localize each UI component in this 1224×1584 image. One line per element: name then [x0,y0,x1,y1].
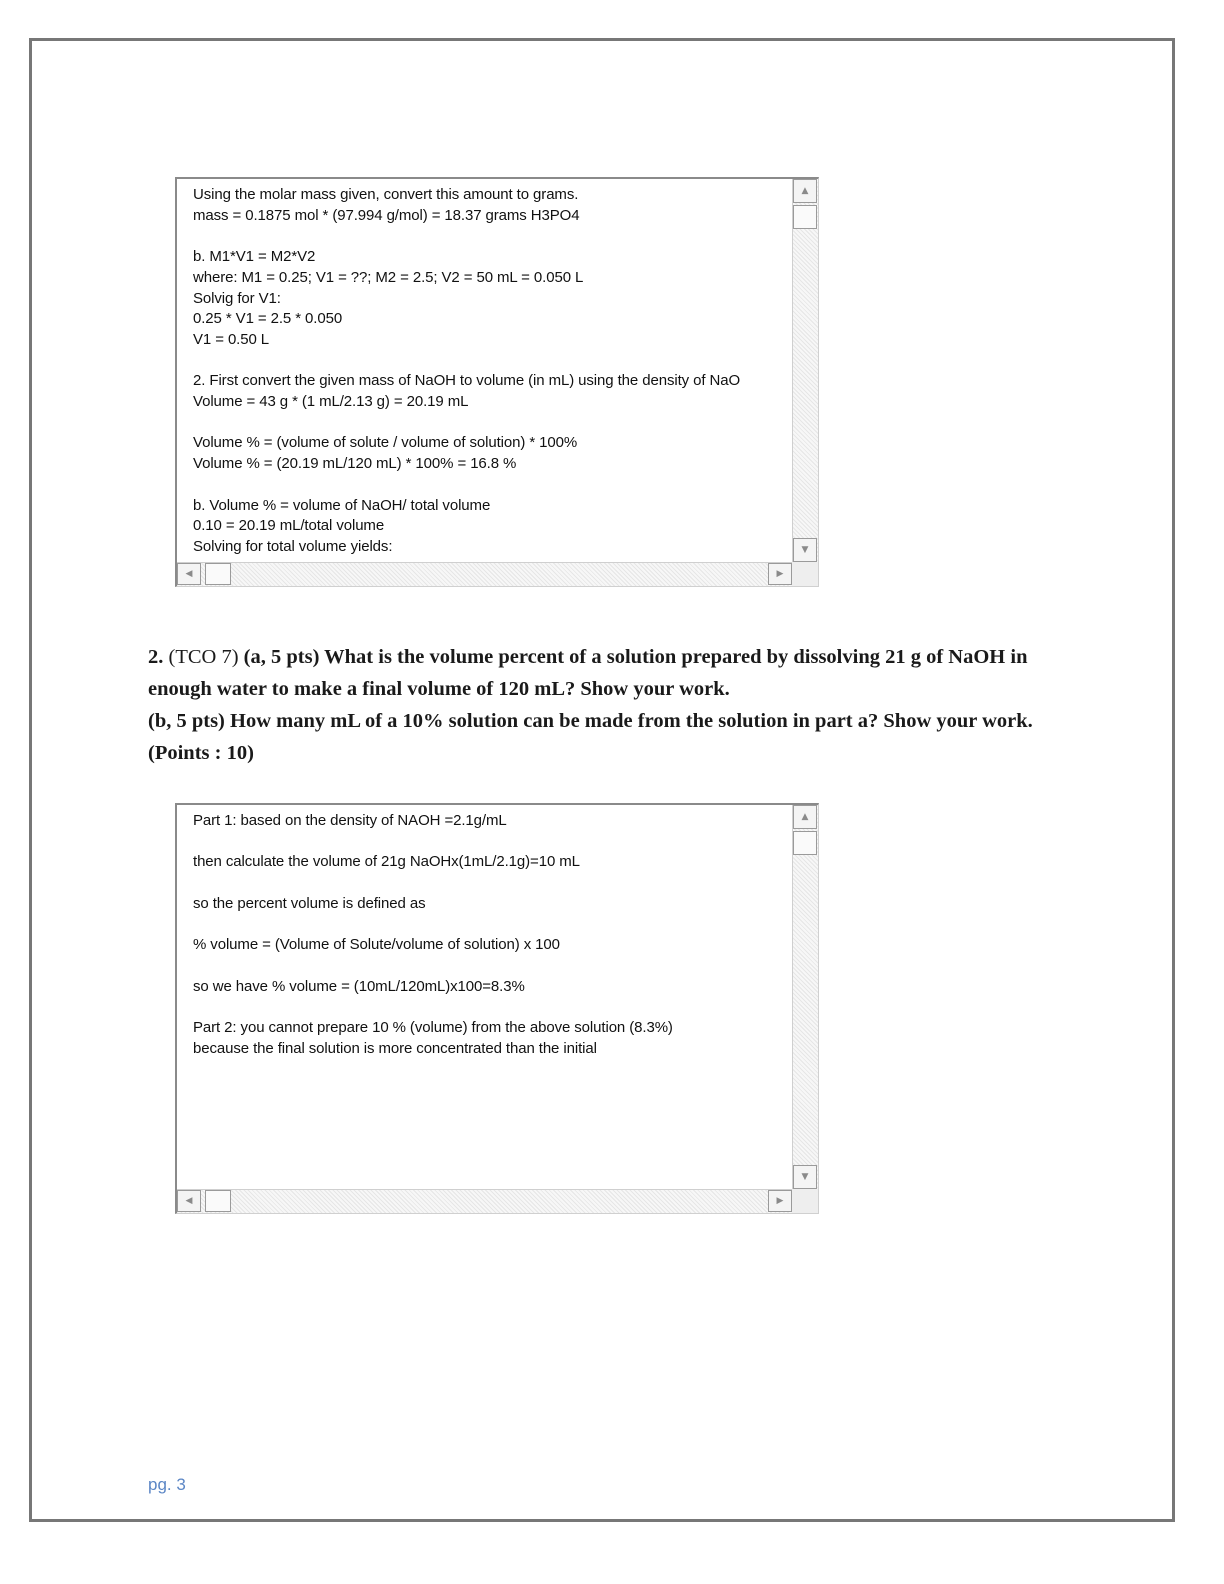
answer-textarea[interactable] [175,803,819,1214]
text-line: b. Volume % = volume of NaOH/ total volume [193,496,491,514]
text-line [193,832,790,853]
horizontal-scrollbar[interactable] [177,562,792,586]
text-line [193,956,790,977]
text-line: Volume = 43 g * (1 mL/2.13 g) = 20.19 mL [193,393,469,411]
vertical-scroll-thumb[interactable] [793,205,817,229]
text-line [193,351,790,372]
horizontal-scroll-thumb[interactable] [205,1190,231,1212]
page-number: pg. 3 [148,1475,186,1494]
text-line: Using the molar mass given, convert this amount to grams. [193,186,579,203]
text-line: mass = 0.1875 mol * (97.994 g/mol) = 18.37 grams H3PO4 [193,206,580,224]
text-line: Solving for total volume yields: [193,537,393,555]
scrollbar-corner [792,562,818,586]
text-line: 0.10 = 20.19 mL/total volume [193,517,385,535]
question-line-1 [148,641,1068,673]
question-part-b: (b, 5 pts) How many mL of a 10% solution can be made from the solution in part a? Show your work. [148,710,1033,732]
scroll-up-arrow-icon[interactable]: ▲ [793,179,817,203]
scroll-right-arrow-icon[interactable]: ▶ [768,563,792,585]
text-line: then calculate the volume of 21g NaOHx(1mL/2.1g)=10 mL [193,853,580,871]
text-line: b. M1*V1 = M2*V2 [193,248,316,266]
scroll-left-arrow-icon[interactable]: ◀ [177,1190,201,1212]
text-line [193,226,790,247]
text-line [193,915,790,936]
horizontal-scroll-thumb[interactable] [205,563,231,585]
horizontal-scrollbar[interactable] [177,1189,792,1213]
text-line: so we have % volume = (10mL/120mL)x100=8.3% [193,977,525,995]
text-line: V1 = 0.50 L [193,330,270,348]
scroll-up-arrow-icon[interactable]: ▲ [793,805,817,829]
previous-answer-text [193,185,790,560]
text-line: Volume % = (20.19 mL/120 mL) * 100% = 16.8 % [193,455,517,473]
text-line: Solvig for V1: [193,289,281,307]
text-line: 0.25 * V1 = 2.5 * 0.050 [193,310,343,328]
text-line: Part 2: you cannot prepare 10 % (volume) from the above solution (8.3%) [193,1019,673,1037]
text-line: % volume = (Volume of Solute/volume of solution) x 100 [193,936,560,954]
scroll-down-arrow-icon[interactable]: ▼ [793,538,817,562]
text-line: Part 1: based on the density of NAOH =2.1g/mL [193,812,507,829]
text-line: so the percent volume is defined as [193,894,426,912]
text-line: because the final solution is more concentrated than the initial [193,1039,597,1057]
scroll-down-arrow-icon[interactable]: ▼ [793,1165,817,1189]
text-line: 2. First convert the given mass of NaOH to volume (in mL) using the density of NaO [193,372,741,390]
scroll-right-arrow-icon[interactable]: ▶ [768,1190,792,1212]
text-line: Volume % = (volume of solute / volume of solution) * 100% [193,434,578,452]
scroll-left-arrow-icon[interactable]: ◀ [177,563,201,585]
previous-answer-textarea[interactable] [175,177,819,587]
question-2 [148,641,1068,769]
text-line [193,873,790,894]
question-points: (Points : 10) [148,742,254,764]
text-line [193,997,790,1018]
vertical-scroll-thumb[interactable] [793,831,817,855]
question-line-2: enough water to make a final volume of 120 mL? Show your work. [148,678,730,700]
vertical-scrollbar[interactable] [792,805,818,1189]
text-line: where: M1 = 0.25; V1 = ??; M2 = 2.5; V2 = 50 mL = 0.050 L [193,268,584,286]
text-line [193,475,790,496]
vertical-scrollbar[interactable] [792,179,818,562]
text-line [193,413,790,434]
scrollbar-corner [792,1189,818,1213]
answer-text [193,811,790,1187]
question-tco: (TCO 7) [168,646,239,668]
question-number: 2. [148,646,164,668]
question-part-a: (a, 5 pts) What is the volume percent of a solution prepared by dissolving 21 g of NaOH in [243,646,1028,668]
